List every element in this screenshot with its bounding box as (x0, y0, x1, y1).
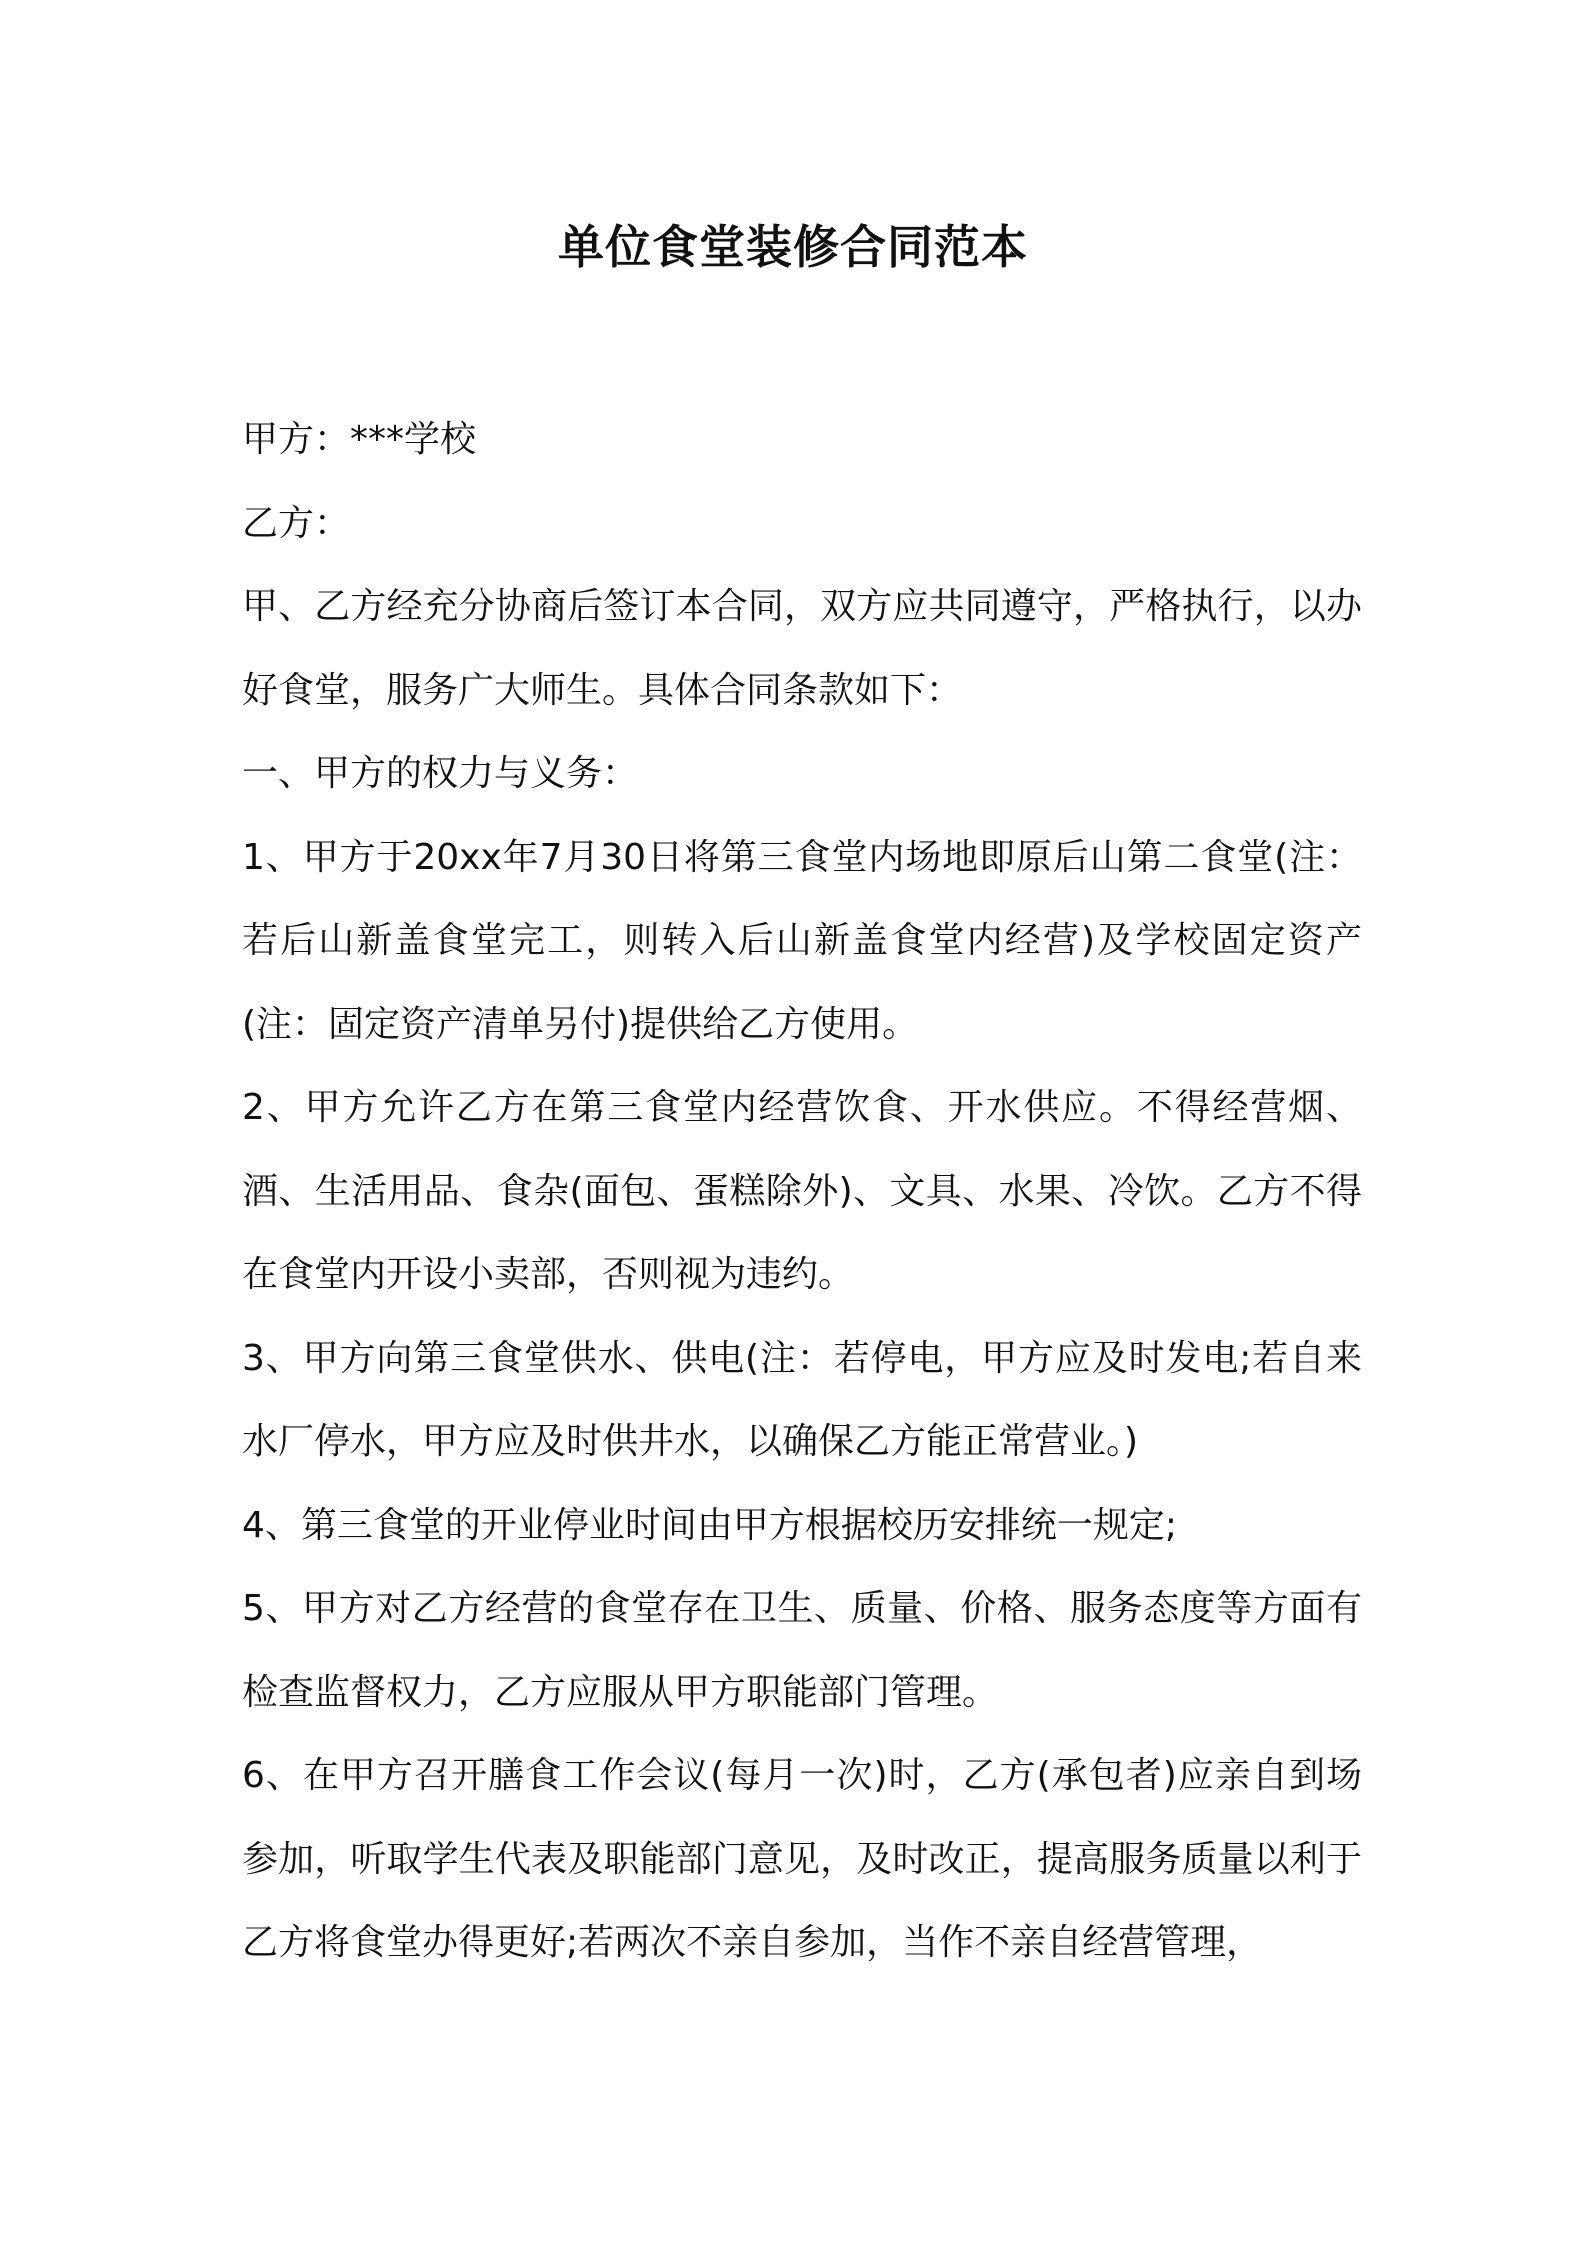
clause-1: 1、甲方于20xx年7月30日将第三食堂内场地即原后山第二食堂(注：若后山新盖食堂完工，则转入后山新盖食堂内经营)及学校固定资产(注：固定资产清单另付)提供给乙方使用。 (242, 836, 1362, 1045)
party-a-line: 甲方：***学校 (242, 419, 477, 460)
document-body (242, 398, 1362, 1985)
document-title: 单位食堂装修合同范本 (558, 220, 1028, 274)
preamble-paragraph: 甲、乙方经充分协商后签订本合同，双方应共同遵守，严格执行，以办好食堂，服务广大师生。具体合同条款如下： (242, 586, 1362, 711)
party-b-line: 乙方： (242, 502, 351, 544)
clause-4: 4、第三食堂的开业停业时间由甲方根据校历安排统一规定; (242, 1504, 1178, 1546)
clause-6: 6、在甲方召开膳食工作会议(每月一次)时，乙方(承包者)应亲自到场参加，听取学生代表及职能部门意见，及时改正，提高服务质量以利于乙方将食堂办得更好;若两次不亲自参加，当作不亲自经营管理， (242, 1755, 1362, 1963)
clause-2: 2、甲方允许乙方在第三食堂内经营饮食、开水供应。不得经营烟、酒、生活用品、食杂(面包、蛋糕除外)、文具、水果、冷饮。乙方不得在食堂内开设小卖部，否则视为违约。 (242, 1087, 1362, 1295)
clause-5: 5、甲方对乙方经营的食堂存在卫生、质量、价格、服务态度等方面有检查监督权力，乙方应服从甲方职能部门管理。 (242, 1588, 1362, 1713)
section-heading: 一、甲方的权力与义务： (242, 753, 639, 794)
clause-3: 3、甲方向第三食堂供水、供电(注：若停电，甲方应及时发电;若自来水厂停水，甲方应及时供井水，以确保乙方能正常营业。) (242, 1337, 1362, 1462)
